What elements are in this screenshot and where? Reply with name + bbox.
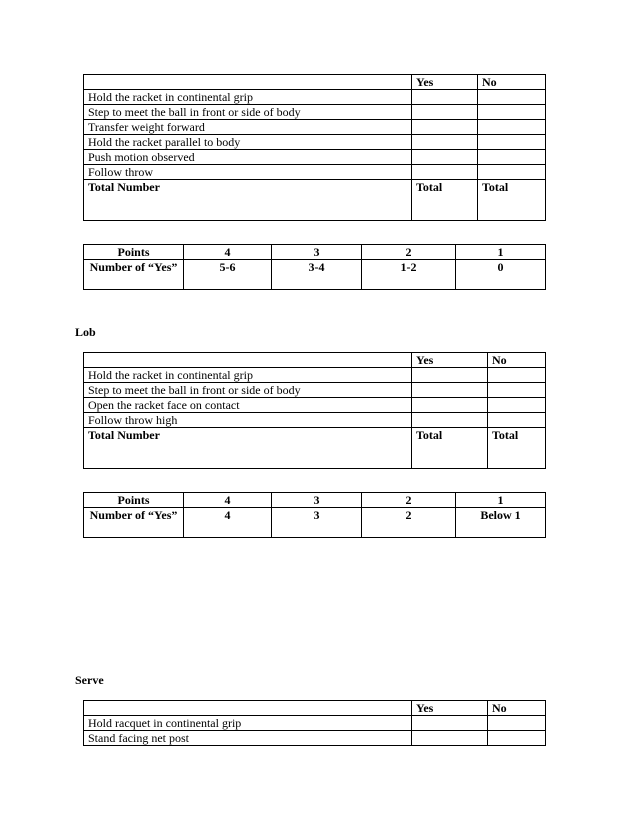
yes-cell: [412, 165, 478, 180]
yes-cell: [412, 150, 478, 165]
yes-cell: [412, 368, 488, 383]
points-label: Points: [84, 245, 184, 260]
table-header-row: [84, 353, 546, 368]
no-cell: [488, 383, 546, 398]
criterion-label: Transfer weight forward: [84, 120, 412, 135]
points-row: [84, 245, 546, 260]
no-cell: [478, 150, 546, 165]
section-title-lob: Lob: [75, 325, 96, 339]
no-cell: [478, 105, 546, 120]
header-no: No: [488, 353, 546, 368]
yes-cell: [412, 731, 488, 746]
yes-cell: [412, 413, 488, 428]
header-blank-cell: [84, 701, 412, 716]
yes-count-value: 2: [362, 508, 456, 538]
total-label: Total Number: [84, 428, 412, 469]
skill-checklist-table-1: [83, 74, 546, 221]
yes-count-label: Number of “Yes”: [84, 260, 184, 290]
yes-count-value: 0: [456, 260, 546, 290]
yes-cell: [412, 716, 488, 731]
scoring-table-1: [83, 244, 546, 290]
no-cell: [478, 90, 546, 105]
table-row: [84, 135, 546, 150]
no-cell: [488, 716, 546, 731]
criterion-label: Hold the racket parallel to body: [84, 135, 412, 150]
criterion-label: Hold the racket in continental grip: [84, 90, 412, 105]
table-row: [84, 731, 546, 746]
criterion-label: Push motion observed: [84, 150, 412, 165]
header-yes: Yes: [412, 75, 478, 90]
header-yes: Yes: [412, 353, 488, 368]
table-row: [84, 105, 546, 120]
table-header-row: [84, 701, 546, 716]
no-cell: [488, 368, 546, 383]
no-cell: [478, 120, 546, 135]
criterion-label: Hold the racket in continental grip: [84, 368, 412, 383]
yes-cell: [412, 135, 478, 150]
table-row: [84, 383, 546, 398]
criterion-label: Hold racquet in continental grip: [84, 716, 412, 731]
total-no: Total: [478, 180, 546, 221]
yes-count-value: 3-4: [272, 260, 362, 290]
skill-checklist-table-3: [83, 700, 546, 746]
yes-count-value: 4: [184, 508, 272, 538]
criterion-label: Step to meet the ball in front or side of body: [84, 105, 412, 120]
table-row: [84, 120, 546, 135]
no-cell: [488, 731, 546, 746]
points-value: 4: [184, 493, 272, 508]
yes-count-label: Number of “Yes”: [84, 508, 184, 538]
section-title-serve: Serve: [75, 673, 104, 687]
yes-count-row: [84, 508, 546, 538]
yes-cell: [412, 383, 488, 398]
table-row: [84, 150, 546, 165]
criterion-label: Open the racket face on contact: [84, 398, 412, 413]
yes-count-value: Below 1: [456, 508, 546, 538]
yes-cell: [412, 105, 478, 120]
points-value: 2: [362, 493, 456, 508]
points-value: 3: [272, 493, 362, 508]
points-value: 2: [362, 245, 456, 260]
points-value: 1: [456, 245, 546, 260]
points-value: 4: [184, 245, 272, 260]
table-header-row: [84, 75, 546, 90]
header-no: No: [478, 75, 546, 90]
no-cell: [478, 135, 546, 150]
yes-count-value: 1-2: [362, 260, 456, 290]
yes-count-value: 3: [272, 508, 362, 538]
yes-cell: [412, 398, 488, 413]
table-row: [84, 165, 546, 180]
no-cell: [488, 413, 546, 428]
total-yes: Total: [412, 180, 478, 221]
header-blank-cell: [84, 353, 412, 368]
points-value: 3: [272, 245, 362, 260]
no-cell: [488, 398, 546, 413]
skill-checklist-table-2: [83, 352, 546, 469]
table-row: [84, 413, 546, 428]
table-row: [84, 368, 546, 383]
total-label: Total Number: [84, 180, 412, 221]
criterion-label: Step to meet the ball in front or side of body: [84, 383, 412, 398]
yes-cell: [412, 120, 478, 135]
points-label: Points: [84, 493, 184, 508]
total-row: [84, 428, 546, 469]
yes-cell: [412, 90, 478, 105]
header-blank-cell: [84, 75, 412, 90]
points-value: 1: [456, 493, 546, 508]
table-row: [84, 90, 546, 105]
table-row: [84, 398, 546, 413]
criterion-label: Follow throw: [84, 165, 412, 180]
header-yes: Yes: [412, 701, 488, 716]
criterion-label: Follow throw high: [84, 413, 412, 428]
total-no: Total: [488, 428, 546, 469]
total-row: [84, 180, 546, 221]
header-no: No: [488, 701, 546, 716]
yes-count-row: [84, 260, 546, 290]
scoring-table-2: [83, 492, 546, 538]
criterion-label: Stand facing net post: [84, 731, 412, 746]
total-yes: Total: [412, 428, 488, 469]
no-cell: [478, 165, 546, 180]
table-row: [84, 716, 546, 731]
yes-count-value: 5-6: [184, 260, 272, 290]
points-row: [84, 493, 546, 508]
